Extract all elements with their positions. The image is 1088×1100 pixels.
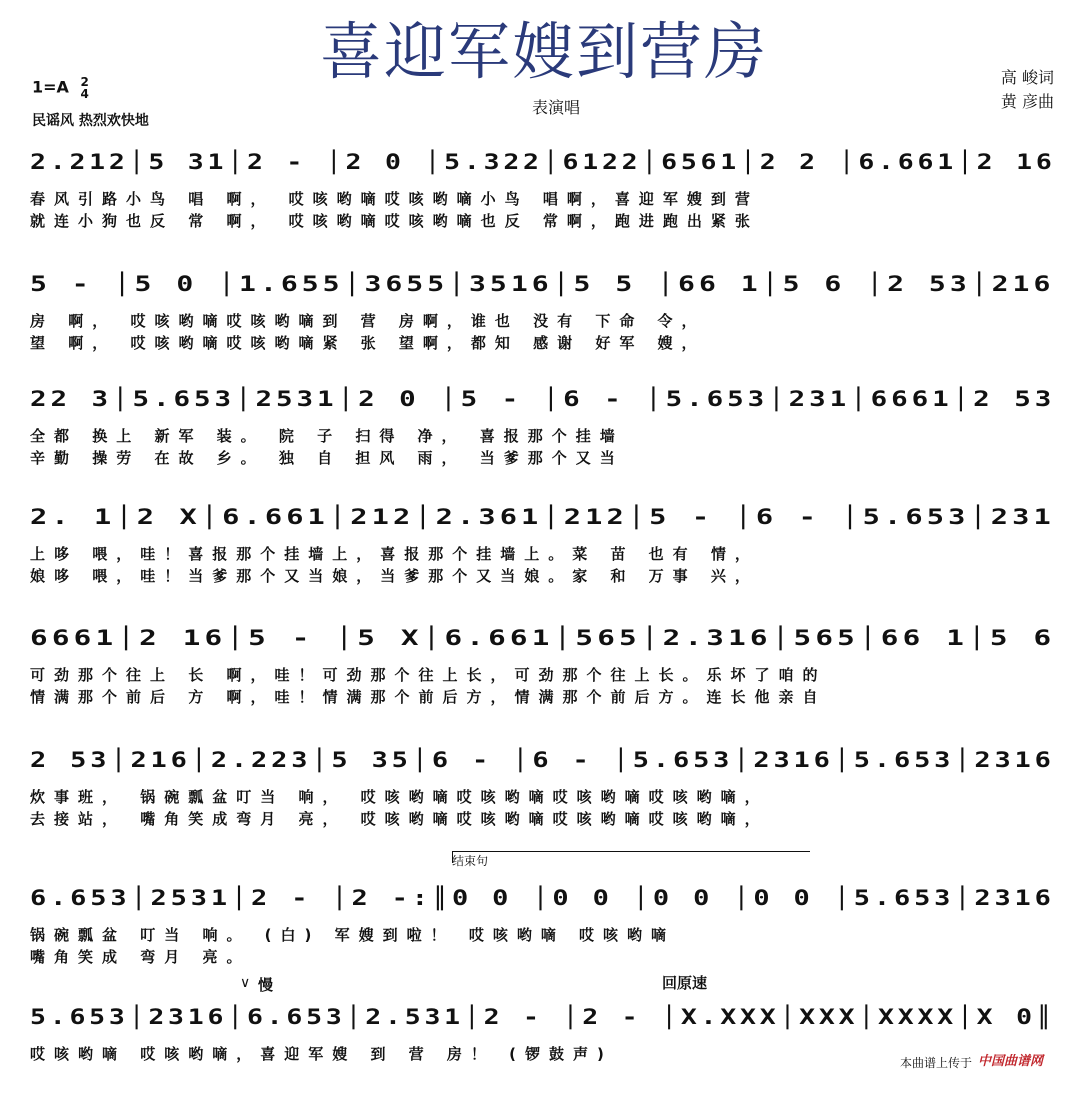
notation-line bbox=[30, 505, 1060, 535]
lyric-verse-1: 房 啊， 哎咳哟嘀哎咳哟嘀到 营 房啊，谁也 没有 下命 令， bbox=[30, 312, 706, 330]
notation-text: 2. 1│2 X│6.661│212│2.361│212│5 - │6 - │5.653│231 bbox=[30, 505, 1055, 529]
notation-line bbox=[30, 387, 1060, 417]
lyric-verse-2: 望 啊， 哎咳哟嘀哎咳哟嘀紧 张 望啊，都知 感谢 好军 嫂， bbox=[30, 334, 706, 352]
ending-phrase-label: 结束句 bbox=[452, 854, 489, 868]
time-top: 2 bbox=[80, 75, 89, 89]
key-label: 1=A bbox=[32, 77, 69, 97]
lyricist: 高 峻词 bbox=[1000, 68, 1054, 87]
notation-line bbox=[30, 886, 1060, 916]
tempo-back-marking: 回原速 bbox=[662, 974, 708, 992]
breath-mark-icon: ∨ bbox=[240, 975, 251, 991]
lyric-verse-1: 上哆 喂，哇！喜报那个挂墙上，喜报那个挂墙上。菜 苗 也有 情， bbox=[30, 545, 759, 563]
lyric-verse-2: 嘴角笑成 弯月 亮。 bbox=[30, 948, 251, 966]
lyric-verse-1: 春风引路小鸟 唱 啊， 哎咳哟嘀哎咳哟嘀小鸟 唱啊，喜迎军嫂到营 bbox=[30, 190, 759, 208]
lyric-verse-1: 锅碗瓢盆 叮当 响。 (白) 军嫂到啦！ 哎咳哟嘀 哎咳哟嘀 bbox=[30, 926, 676, 944]
notation-line bbox=[30, 1005, 1060, 1035]
notation-text: 5 - │5 0 │1.655│3655│3516│5 5 │66 1│5 6 │2 53│216 bbox=[30, 272, 1055, 296]
lyric-verse-2: 娘哆 喂，哇！当爹那个又当娘，当爹那个又当娘。家 和 万事 兴， bbox=[30, 567, 759, 585]
notation-text: 2 53│216│2.223│5 35│6 - │6 - │5.653│2316│5.653│2316 bbox=[30, 748, 1055, 772]
lyric-verse-1: 炊事班， 锅碗瓢盆叮当 响， 哎咳哟嘀哎咳哟嘀哎咳哟嘀哎咳哟嘀， bbox=[30, 788, 769, 806]
upload-note: 本曲谱上传于 bbox=[900, 1056, 973, 1070]
key-signature bbox=[32, 76, 89, 100]
score-system bbox=[0, 1005, 1088, 1100]
notation-line bbox=[30, 150, 1060, 180]
lyric-verse-1: 哎咳哟嘀 哎咳哟嘀，喜迎军嫂 到 营 房！ (锣鼓声) bbox=[30, 1045, 613, 1063]
song-title: 喜迎军嫂到营房 bbox=[319, 15, 768, 88]
notation-line bbox=[30, 626, 1060, 656]
lyric-verse-1: 可劲那个往上 长 啊，哇！可劲那个往上长，可劲那个往上长。乐坏了咱的 bbox=[30, 666, 827, 684]
lyric-verse-2: 就连小狗也反 常 啊， 哎咳哟嘀哎咳哟嘀也反 常啊，跑进跑出紧张 bbox=[30, 212, 759, 230]
performance-type: 表演唱 bbox=[532, 98, 581, 117]
score-system bbox=[0, 387, 1088, 482]
style-note: 民谣风 热烈欢快地 bbox=[32, 113, 149, 129]
score-system bbox=[0, 748, 1088, 843]
notation-text: 5.653│2316│6.653│2.531│2 - │2 - │X.XXX│XXX│XXXX│X 0║ bbox=[30, 1005, 1056, 1029]
time-bottom: 4 bbox=[80, 87, 89, 101]
lyric-verse-2: 情满那个前后 方 啊，哇！情满那个前后方，情满那个前后方。连长他亲自 bbox=[30, 688, 827, 706]
notation-line bbox=[30, 272, 1060, 302]
time-signature bbox=[81, 76, 89, 100]
score-system bbox=[0, 272, 1088, 367]
notation-text: 6661│2 16│5 - │5 X│6.661│565│2.316│565│66 1│5 6 bbox=[30, 626, 1056, 650]
ending-phrase-line bbox=[452, 851, 810, 852]
score-system bbox=[0, 505, 1088, 600]
site-logo: 中国曲谱网 bbox=[978, 1054, 1044, 1069]
slow-marking: 慢 bbox=[258, 976, 274, 994]
composer: 黄 彦曲 bbox=[1000, 92, 1054, 111]
lyric-verse-1: 全都 换上 新军 装。 院 子 扫得 净， 喜报那个挂墙 bbox=[30, 427, 624, 445]
notation-line bbox=[30, 748, 1060, 778]
lyric-verse-2: 辛勤 操劳 在故 乡。 独 自 担风 雨， 当爹那个又当 bbox=[30, 449, 624, 467]
score-system bbox=[0, 886, 1088, 981]
credits bbox=[1001, 66, 1054, 114]
notation-text: 2.212│5 31│2 - │2 0 │5.322│6122│6561│2 2 │6.661│2 16 bbox=[30, 150, 1056, 174]
notation-text: 6.653│2531│2 - │2 -:║0 0 │0 0 │0 0 │0 0 │5.653│2316 bbox=[30, 886, 1055, 910]
lyric-verse-2: 去接站， 嘴角笑成弯月 亮， 哎咳哟嘀哎咳哟嘀哎咳哟嘀哎咳哟嘀， bbox=[30, 810, 769, 828]
score-system bbox=[0, 150, 1088, 245]
notation-text: 22 3│5.653│2531│2 0 │5 - │6 - │5.653│231│6661│2 53 bbox=[30, 387, 1056, 411]
score-system bbox=[0, 626, 1088, 721]
